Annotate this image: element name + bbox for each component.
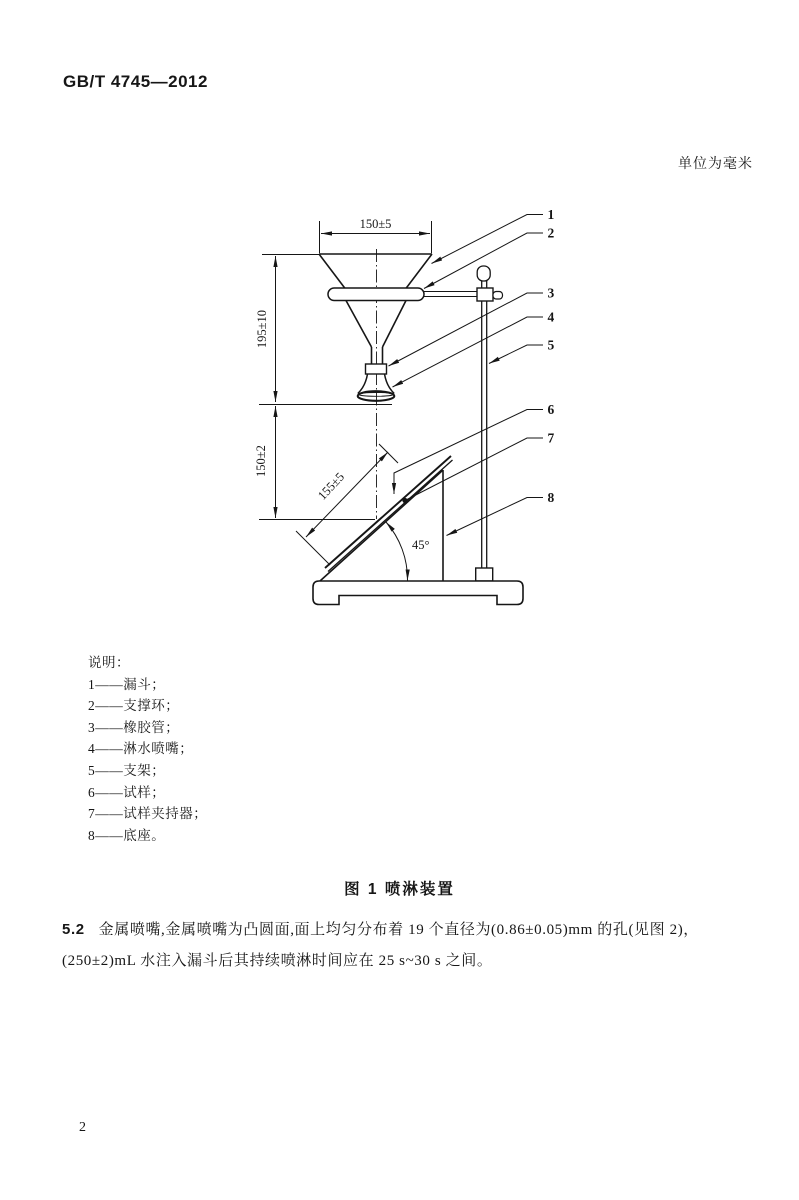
- spray-apparatus-figure: [230, 185, 575, 630]
- callout-7: 7: [547, 430, 555, 446]
- specimen: [325, 456, 453, 572]
- rubber-tube: [366, 364, 387, 374]
- clause-line-1: [62, 914, 762, 946]
- dimension-upper-height: [255, 255, 319, 403]
- leader-7-holder: [405, 438, 543, 501]
- leader-lines: [389, 215, 544, 536]
- base-plate: [313, 581, 523, 605]
- legend-item-8: 8——底座。: [88, 827, 166, 843]
- callout-2: 2: [547, 225, 555, 241]
- dim-label-specimen-length: 155±5: [315, 469, 348, 503]
- legend-item-3: 3——橡胶管；: [88, 719, 180, 735]
- dimension-specimen-length: [296, 444, 398, 565]
- leader-7-dot: [402, 498, 407, 503]
- legend-title: 说明：: [88, 655, 130, 670]
- dim-label-upper-height: 195±10: [255, 309, 269, 349]
- spray-nozzle: [358, 374, 395, 401]
- clause-number: 5.2: [62, 921, 85, 938]
- standard-number-header: GB/T 4745—2012: [63, 72, 208, 91]
- legend-item-7: 7——试样夹持器；: [88, 806, 208, 822]
- dimension-lower-height: [254, 405, 392, 520]
- page-number: 2: [79, 1120, 86, 1135]
- legend-item-2: 2——支撑环；: [88, 698, 180, 714]
- figure-caption: 图 1 喷淋装置: [344, 881, 455, 898]
- callout-1: 1: [547, 207, 555, 222]
- figure-legend: [88, 652, 207, 846]
- callout-4: 4: [547, 309, 555, 325]
- clause-line-2: [62, 946, 762, 977]
- callout-8: 8: [547, 490, 555, 505]
- rod-foot: [476, 568, 493, 581]
- leader-6-specimen: [394, 410, 543, 495]
- callout-numbers: [548, 207, 555, 505]
- clause-5-2: [62, 914, 762, 977]
- legend-item-1: 1——漏斗；: [88, 676, 166, 692]
- leader-8-base: [447, 498, 544, 536]
- leader-1-funnel: [432, 215, 544, 264]
- dim-label-angle: 45°: [412, 538, 430, 552]
- callout-3: 3: [547, 285, 555, 301]
- leader-3-rubber-tube: [389, 293, 544, 366]
- rod-clamp: [477, 288, 503, 301]
- legend-item-6: 6——试样；: [88, 784, 166, 800]
- legend-item-4: 4——淋水喷嘴；: [88, 741, 194, 757]
- leader-5-stand: [489, 345, 543, 364]
- callout-5: 5: [547, 337, 555, 353]
- callout-6: 6: [547, 402, 555, 417]
- dimension-angle: [386, 522, 430, 581]
- support-ring: [328, 288, 424, 301]
- funnel: [319, 254, 432, 364]
- clause-text-line-2: (250±2)mL 水注入漏斗后其持续喷淋时间应在 25 s~30 s 之间。: [62, 953, 493, 969]
- dimension-top-width: [320, 217, 432, 253]
- stand-rod: [477, 266, 490, 569]
- unit-note: 单位为毫米: [678, 157, 753, 172]
- ring-support-arm: [424, 292, 477, 297]
- dim-label-lower-height: 150±2: [254, 445, 268, 477]
- clause-text-line-1: 金属喷嘴,金属喷嘴为凸圆面,面上均匀分布着 19 个直径为(0.86±0.05)mm 的孔(见图 2)，: [98, 922, 699, 938]
- dim-label-top-width: 150±5: [359, 217, 392, 231]
- legend-item-5: 5——支架；: [88, 762, 166, 778]
